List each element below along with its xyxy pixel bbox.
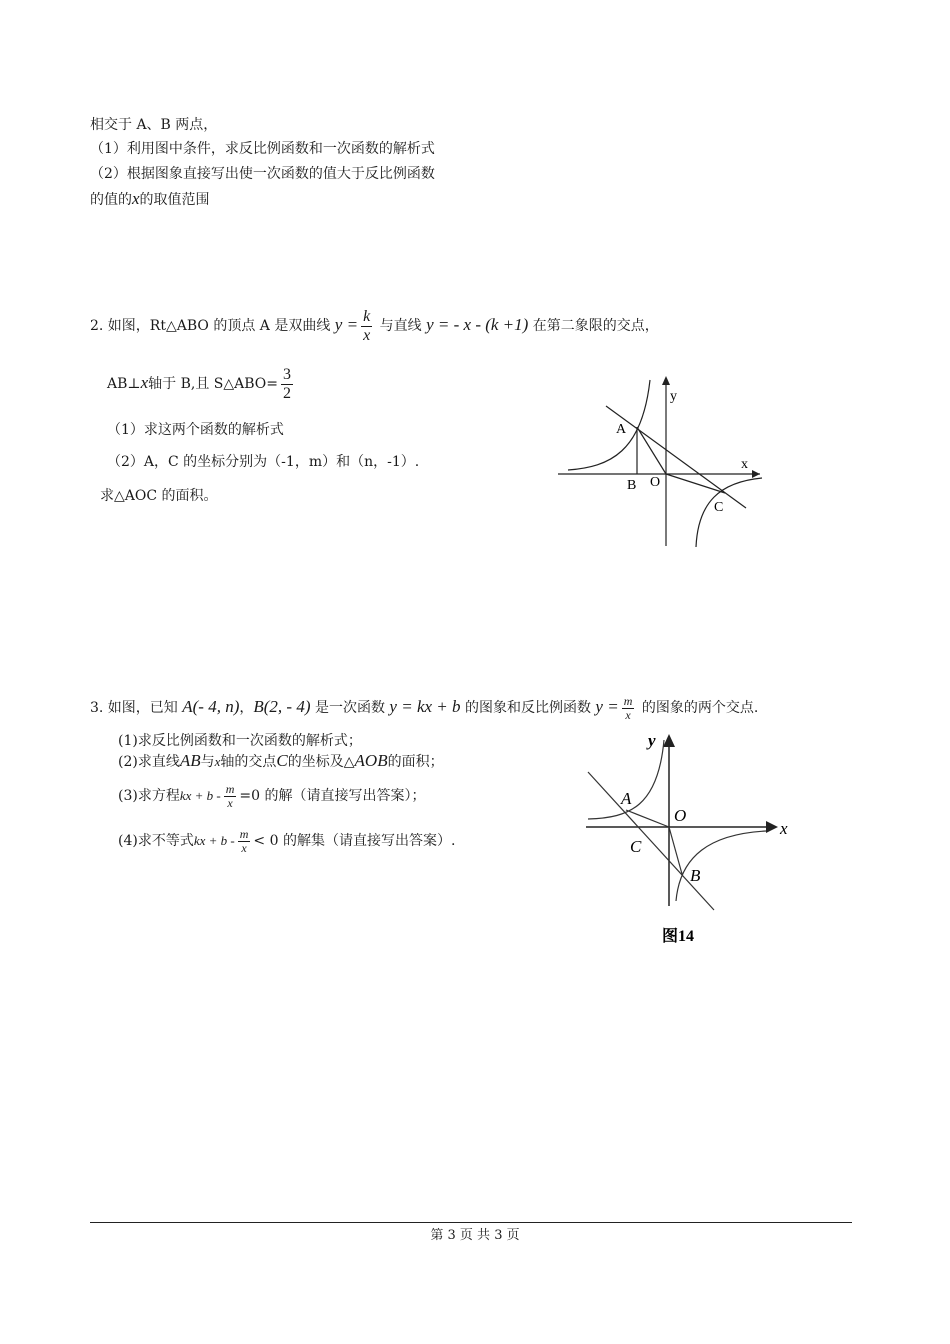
- q3-p1: (1)求反比例函数和一次函数的解析式；: [118, 733, 362, 749]
- q3-p4: [118, 823, 455, 859]
- q2-figure: [550, 372, 770, 554]
- q3-p2-b: 与: [200, 754, 215, 770]
- q3-p2-aob: AOB: [354, 751, 388, 770]
- q1-part1: （1）利用图中条件，求反比例函数和一次函数的解析式: [90, 141, 435, 157]
- footer-rule: [90, 1222, 852, 1223]
- q2-ab-a: AB⊥: [107, 376, 141, 392]
- q2-area-den: 2: [283, 384, 291, 402]
- q3-intro-c: 的图象和反比例函数: [464, 700, 591, 716]
- q1-part2: （2）根据图象直接写出使一次函数的值大于反比例函数: [90, 166, 435, 182]
- q1-var-x: x: [132, 189, 140, 208]
- q2-eq2: y = - x - (k +1): [426, 315, 529, 334]
- q3-eq-inv-den: x: [625, 707, 631, 722]
- q2-label-y: y: [670, 389, 677, 404]
- q3-intro-b: 是一次函数: [314, 700, 385, 716]
- q2-segment-OC: [666, 474, 725, 493]
- q3-p3-b: =0 的解（请直接写出答案）；: [239, 788, 426, 804]
- q3-eq-inv-fraction: [622, 695, 635, 722]
- q3-label-O: O: [674, 806, 687, 825]
- q3-segment-OA: [626, 810, 669, 827]
- q3-eq-linear: y = kx + b: [389, 697, 461, 716]
- q1-part3-text-b: 的取值范围: [139, 192, 210, 208]
- q3-sep: ，: [239, 700, 254, 716]
- q3-eq-inv-lhs: y =: [595, 697, 619, 716]
- q2-eq1-num: k: [363, 307, 371, 325]
- q1-line1: 相交于 A、B 两点，: [90, 117, 218, 133]
- q3-p2-e: 的面积；: [387, 754, 444, 770]
- q3-p4-expr: kx + b -: [193, 833, 235, 848]
- q3-p3-a: (3)求方程: [118, 788, 180, 804]
- q3-label-y: y: [648, 731, 656, 750]
- q2-part1: （1）求这两个函数的解析式: [107, 422, 284, 438]
- q2-eq1-lhs: y =: [334, 315, 359, 334]
- q3-figure: [580, 726, 800, 952]
- q3-intro: [90, 686, 758, 729]
- q3-x-arrow-icon: [766, 821, 778, 833]
- q2-label-O: O: [650, 475, 661, 490]
- q3-p4-a: (4)求不等式: [118, 833, 194, 849]
- q2-y-arrow-icon: [662, 376, 670, 385]
- q3-line-AB: [588, 772, 714, 910]
- q2-ab-b: 轴于 B,且 S△ABO=: [148, 376, 278, 392]
- q2-intro-b: 与直线: [379, 318, 422, 334]
- q3-p3-den: x: [227, 795, 233, 810]
- q3-p2-d: 的坐标及△: [287, 754, 355, 770]
- q3-intro-d: 的图象的两个交点.: [641, 700, 759, 716]
- q2-eq1-fraction: [361, 308, 372, 345]
- q2-eq1-den: x: [363, 326, 371, 344]
- q2-x-arrow-icon: [752, 470, 760, 478]
- q2-intro: [90, 304, 659, 347]
- q3-p3: [118, 778, 426, 814]
- q2-hyperbola-left: [568, 380, 650, 470]
- q3-p4-fraction: [238, 828, 251, 855]
- q2-label-C: C: [714, 500, 724, 515]
- q1-part3-text-a: 的值的: [90, 192, 132, 208]
- q3-intro-a: 3. 如图，已知: [90, 700, 178, 716]
- q2-ab-line: [107, 362, 296, 405]
- q2-hyperbola-right: [696, 478, 762, 547]
- q3-point-B: B(2, - 4): [253, 697, 311, 716]
- q3-p4-b: < 0 的解集（请直接写出答案）.: [253, 833, 456, 849]
- page-number: 第 3 页 共 3 页: [430, 1228, 520, 1243]
- q3-p2-x: x: [214, 754, 221, 769]
- q2-intro-a: 2. 如图，Rt△ABO 的顶点 A 是双曲线: [90, 318, 331, 334]
- q3-eq-inv-num: m: [623, 693, 633, 708]
- q2-ab-var: x: [140, 373, 149, 392]
- q3-p3-fraction: [224, 783, 237, 810]
- q2-segment-AO: [637, 427, 666, 474]
- q1-part3: [90, 190, 210, 209]
- q3-p4-num: m: [239, 826, 249, 841]
- q2-label-A: A: [616, 422, 627, 437]
- q3-p2-c: 轴的交点: [220, 754, 277, 770]
- q3-p2-ab: AB: [179, 751, 201, 770]
- q3-p2-a: (2)求直线: [118, 754, 180, 770]
- q2-part3: 求△AOC 的面积。: [100, 488, 218, 504]
- q3-p2-C: C: [276, 751, 288, 770]
- q2-intro-c: 在第二象限的交点，: [532, 318, 659, 334]
- q2-label-x: x: [741, 457, 748, 472]
- q3-label-x: x: [780, 819, 788, 838]
- q3-y-arrow-icon: [663, 734, 675, 747]
- q3-label-B: B: [690, 866, 701, 885]
- q3-caption: 图14: [662, 928, 695, 945]
- q3-p3-num: m: [225, 781, 235, 796]
- q3-label-A: A: [621, 789, 632, 808]
- q2-part2: （2）A，C 的坐标分别为（-1，m）和（n，-1）.: [107, 454, 420, 470]
- q3-p3-expr: kx + b -: [179, 788, 221, 803]
- q2-area-fraction: [281, 366, 293, 403]
- q2-label-B: B: [627, 478, 637, 493]
- q3-label-C: C: [630, 837, 642, 856]
- q2-area-num: 3: [283, 365, 291, 383]
- q3-p2: [118, 752, 444, 771]
- q3-p4-den: x: [241, 840, 247, 855]
- q3-point-A: A(- 4, n): [182, 697, 240, 716]
